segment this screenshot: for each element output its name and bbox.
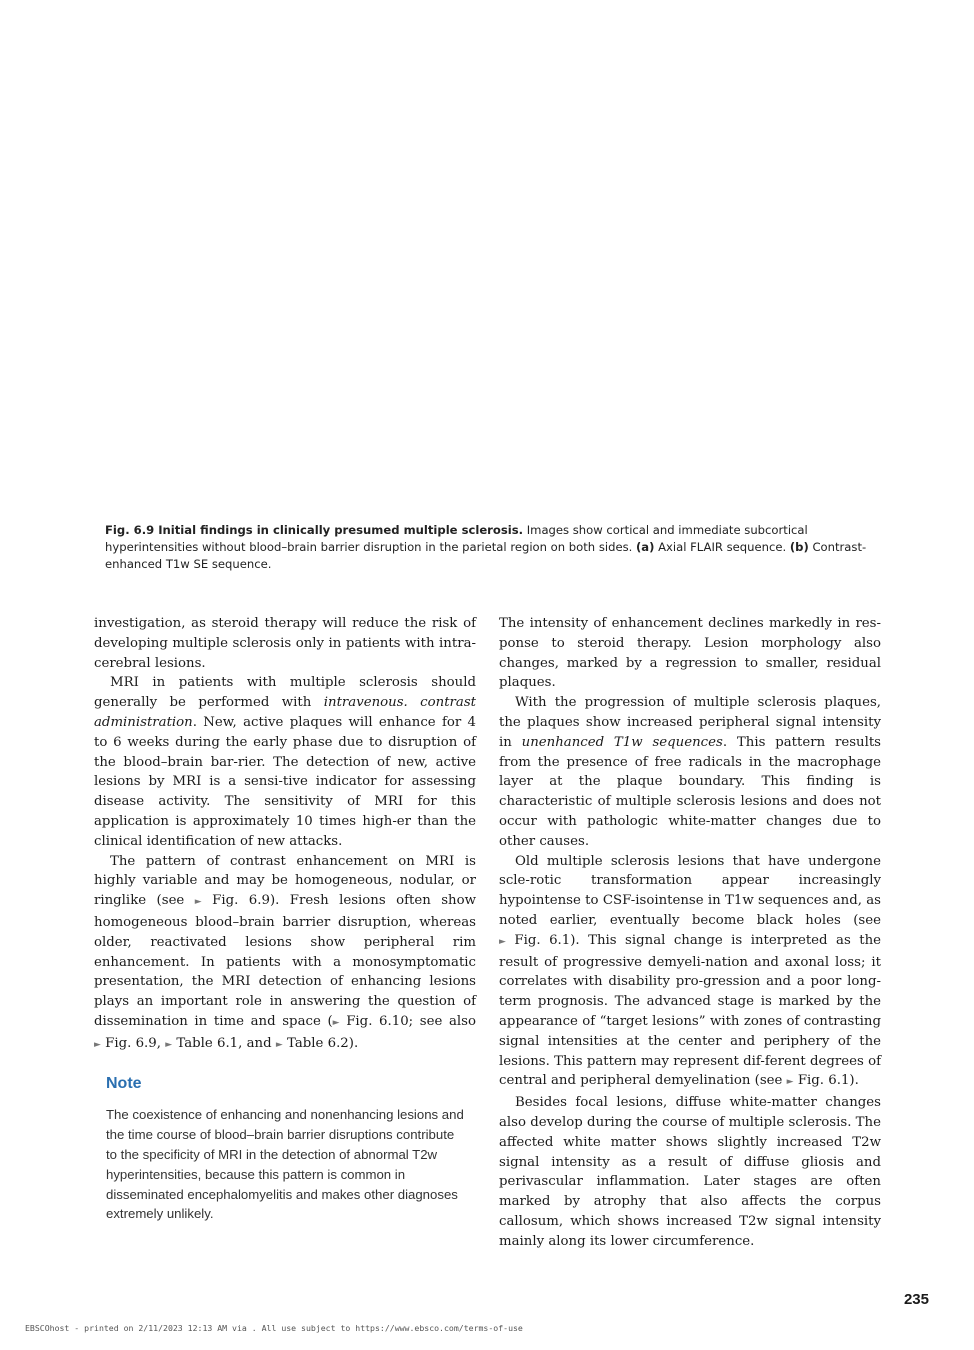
reference-label: Table 6.2 [287, 1035, 349, 1051]
text-run: , and [238, 1035, 276, 1051]
triangle-icon: ► [275, 1039, 283, 1050]
caption-label: Fig. 6.9 Initial findings in clinically presumed multiple sclerosis. [105, 523, 524, 537]
reference-label: Fig. 6.9 [105, 1035, 157, 1051]
page-number: 235 [903, 1291, 929, 1308]
table-reference-link[interactable] [165, 1036, 238, 1051]
triangle-icon: ► [332, 1017, 340, 1028]
triangle-icon: ► [165, 1039, 173, 1050]
caption-b-text: Contrast-enhanced T1w SE sequence. [105, 540, 867, 571]
right-paragraph-2 [499, 693, 881, 851]
reference-label: Fig. 6.10 [346, 1013, 409, 1029]
figure-reference-link[interactable] [333, 1014, 409, 1029]
emphasis-unenhanced: unenhanced T1w sequences [521, 734, 723, 750]
table-reference-link[interactable] [276, 1036, 349, 1051]
right-column [499, 614, 881, 1252]
figure-image-area [105, 30, 880, 510]
text-run: MRI in patients with multiple sclerosis should generally be performed with [94, 675, 476, 711]
reference-label: Fig. 6.1 [797, 1073, 850, 1089]
right-paragraph-1: The intensity of enhancement declines markedly in res-ponse to steroid therapy. Lesion morphology also changes, marked by a regression to smaller, residual plaques. [499, 616, 881, 691]
note-box [94, 1074, 476, 1225]
text-run: , [156, 1035, 166, 1051]
text-run: ). [849, 1073, 859, 1089]
print-footer: EBSCOhost - printed on 2/11/2023 12:13 AM via . All use subject to https://www.ebsco.com/terms-of-use [25, 1323, 523, 1333]
right-paragraph-4: Besides focal lesions, diffuse white-matter changes also develop during the course of multiple sclerosis. The affected white matter shows slightly increased T2w signal intensity as a result of diffuse gliosis and perivascular inflammation. Later stages are often marked by atrophy that also affects the corpus callosum, which shows increased T2w signal intensity mainly along its lower circumference. [499, 1095, 881, 1249]
triangle-icon: ► [499, 936, 506, 947]
note-title: Note [106, 1074, 142, 1092]
emphasis-contrast: intravenous. contrast administration [94, 695, 476, 730]
text-run: ). This signal change is interpreted as the result of progressive demyeli-nation and axonal loss; it correlates with disability pro-gression and a poor long-term prognosis. The advanced stage is marked by the appearance of “target lesions” with zones of contrasting signal intensities at the center and periphery of the lesions. This pattern may represent dif-ferent degrees of central and peripheral demyelination (see [499, 932, 881, 1089]
text-run: Old multiple sclerosis lesions that have undergone scle-rotic transformation appear increasingly hypointense to CSF-isointense in T1w sequences and, as noted earlier, eventually become black holes (see [499, 853, 881, 928]
triangle-icon: ► [194, 897, 202, 908]
text-run: ). Fresh lesions often show homogeneous blood–brain barrier disruption, whereas older, reactivated lesions show peripheral rim enhancement. In patients with a monosymptomatic presentation, the MRI detection of enhancing lesions plays an important role in answering the question of dissemination in time and space ( [94, 893, 477, 1029]
figure-reference-link[interactable] [195, 893, 270, 908]
caption-b-label: (b) [789, 540, 809, 554]
figure-caption [105, 522, 875, 573]
reference-label: Fig. 6.9 [212, 893, 270, 909]
reference-label: Table 6.1 [176, 1035, 239, 1051]
left-paragraph-2 [94, 673, 476, 851]
text-run: ). [348, 1035, 359, 1051]
caption-a-text: Axial FLAIR sequence. [654, 540, 790, 554]
reference-label: Fig. 6.1 [514, 932, 571, 948]
triangle-icon: ► [786, 1077, 794, 1088]
text-run: With the progression of multiple sclerosis plaques, the plaques show increased peripheral signal intensity in [499, 695, 881, 750]
note-body: The coexistence of enhancing and nonenhancing lesions and the time course of blood–brain barrier disruptions contribute to the specificity of MRI in the detection of abnormal T2w hyperintensities, because this pattern is common in disseminated encephalomyelitis and makes other diagnoses extremely unlikely. [106, 1107, 464, 1222]
left-column [94, 614, 476, 1224]
left-paragraph-1: investigation, as steroid therapy will reduce the risk of developing multiple sclerosis only in patients with intra-cerebral lesions. [94, 616, 476, 671]
right-paragraph-3 [499, 852, 881, 1094]
text-run: . This pattern results from the presence of free radicals in the macrophage layer at the plaque boundary. This finding is characteristic of multiple sclerosis lesions and does not occur with pathologic white-matter changes due to other causes. [499, 734, 882, 849]
figure-reference-link[interactable] [787, 1073, 850, 1088]
triangle-icon: ► [94, 1039, 101, 1050]
caption-text: Images show cortical and immediate subcortical hyperintensities without blood–brain barrier disruption in the parietal region on both sides. [105, 523, 808, 554]
figure-reference-link[interactable] [94, 1036, 157, 1051]
text-run: The pattern of contrast enhancement on MRI is highly variable and may be homogeneous, nodular, or ringlike (see [94, 853, 476, 909]
figure-reference-link[interactable] [499, 933, 570, 948]
text-run: ; see also [408, 1013, 476, 1029]
left-paragraph-3 [94, 852, 476, 1056]
text-run: . New, active plaques will enhance for 4 to 6 weeks during the early phase due to disruption of the blood–brain bar-rier. The detection of new, active lesions by MRI is a sensi-tive indicator for assessing disease activity. The sensitivity of MRI for this application is approximately 10 times high-er than the clinical identification of new attacks. [94, 714, 476, 849]
caption-a-label: (a) [636, 540, 655, 554]
